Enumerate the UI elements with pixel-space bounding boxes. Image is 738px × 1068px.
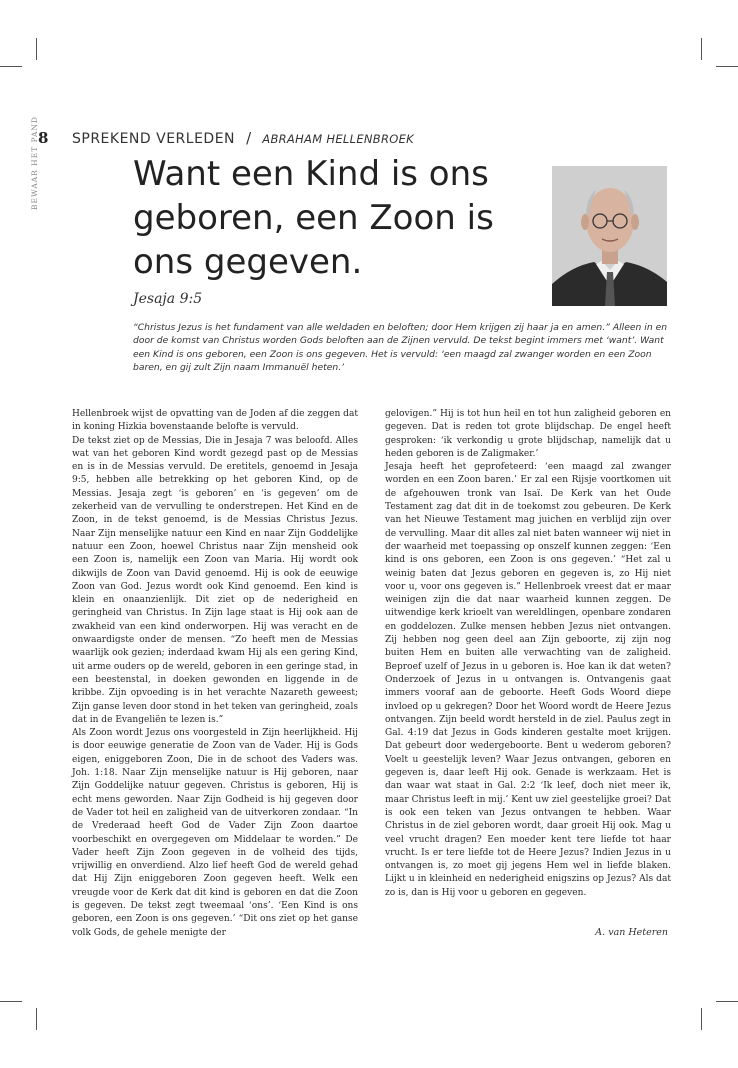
scripture-reference: Jesaja 9:5 <box>133 291 203 307</box>
crop-mark <box>0 66 22 67</box>
crop-mark <box>701 1008 702 1030</box>
page-number: 8 <box>38 129 49 147</box>
portrait-illustration <box>552 166 667 306</box>
paragraph: Hellenbroek wijst de opvatting van de Joden af die zeggen dat in koning Hizkia bovenstaande belofte is vervuld. <box>72 409 358 433</box>
section-header <box>72 128 414 147</box>
article-column-left <box>72 408 358 940</box>
crop-mark <box>36 38 37 60</box>
crop-mark <box>36 1008 37 1030</box>
crop-mark <box>701 38 702 60</box>
header-separator: / <box>246 129 252 147</box>
side-label: BEWAAR HET PAND <box>30 116 39 210</box>
signature: A. van Heteren <box>595 927 668 938</box>
paragraph: De tekst ziet op de Messias, Die in Jesaja 7 was beloofd. Alles wat van het geboren Kind wordt gezegd past op de Messias en is in de Messias vervuld. De eretitels, genoemd in Jesaja 9:5, hebben alle betrekking op het geboren Kind, op de Messias. Jesaja zegt ‘is geboren’ en ‘is gegeven’ om de zekerheid van de vervulling te onderstrepen. Het Kind en de Zoon, in de tekst genoemd, is de Messias Christus Jezus. Naar Zijn menselijke natuur een Kind en naar Zijn Goddelijke natuur een Zoon, hoewel Christus naar Zijn mensheid ook een Zoon is, namelijk een Zoon van Maria. Hij wordt ook dikwijls de Zoon van David genoemd. Hij is ook de eeuwige Zoon van God. Jezus wordt ook Kind genoemd. Een kind is klein en onaanzienlijk. Dit ziet op de nederigheid en geringheid van Christus. In Zijn lage staat is Hij ook aan de zwakheid van een kind onderworpen. Hij was veracht en de onwaardigste onder de mensen. “Zo heeft men de Messias waarlijk ook gezien; inderdaad kwam Hij als een gering Kind, uit arme ouders op de wereld, geboren in een geringe stad, in een beestenstal, in doeken gewonden en liggende in de kribbe. Zijn opvoeding is in het verachte Nazareth geweest; Zijn ganse leven door stond in het teken van geringheid, zoals dat in de Evangeliën te lezen is.” <box>72 435 358 725</box>
intro-paragraph: “Christus Jezus is het fundament van alle weldaden en beloften; door Hem krijgen zij haar ja en amen.” Alleen in en door de komst van Christus worden Gods beloften aan de Zijnen vervuld. De tekst begint immers met ‘want’. Want een Kind is ons geboren, een Zoon is ons gegeven. Het is vervuld: ‘een maagd zal zwanger worden en een Zoon baren, en gij zult Zijn naam Immanuël heten.’ <box>133 322 668 373</box>
article-title <box>133 152 533 284</box>
paragraph: Als Zoon wordt Jezus ons voorgesteld in Zijn heerlijkheid. Hij is door eeuwige generatie de Zoon van de Vader. Hij is Gods eigen, eniggeboren Zoon, Die in de schoot des Vaders was. Joh. 1:18. Naar Zijn menselijke natuur is Hij geboren, naar Zijn Goddelijke natuur gegeven. Christus is geboren, Hij is echt mens geworden. Naar Zijn Godheid is hij gegeven door de Vader tot heil en zaligheid van de uitverkoren zondaar. “In de Vrederaad heeft God de Vader Zijn Zoon daartoe voorbeschikt en overgegeven om Middelaar te worden.” De Vader heeft Zijn Zoon gegeven in de volheid des tijds, vrijwillig en onverdiend. Alzo lief heeft God de wereld gehad dat Hij Zijn eniggeboren Zoon gegeven heeft. Welk een vreugde voor de Kerk dat dit kind is geboren en dat die Zoon is gegeven. De tekst zegt tweemaal ‘ons’. ‘Een Kind is ons geboren, een Zoon is ons gegeven.’ “Dit ons ziet op het ganse volk Gods, de gehele menigte der <box>72 728 358 938</box>
paragraph: Jesaja heeft het geprofeteerd: ‘een maagd zal zwanger worden en een Zoon baren.’ Er zal een Rijsje voortkomen uit de afgehouwen tronk van Isaï. De Kerk van het Oude Testament zag dat dit in de toekomst zou gebeuren. De Kerk van het Nieuwe Testament mag juichen en verblijd zijn over de vervulling. Maar dit alles zal niet baten wanneer wij niet in der waarheid met toepassing op onszelf kunnen zeggen: ‘Een kind is ons geboren, een Zoon is ons gegeven.’ “Het zal u weinig baten dat Jezus geboren en gegeven is, zo Hij niet voor u, voor ons gegeven is.” Hellenbroek vreest dat er maar weinigen zijn die dat naar waarheid kunnen zeggen. De uitwendige kerk krioelt van wereldlingen, openbare zondaren en goddelozen. Zulke mensen hebben Jezus niet ontvangen. Zij hebben nog geen deel aan Zijn geboorte, zij zijn nog buiten Hem en buiten alle verwachting van de zaligheid. Beproef uzelf of Jezus in u geboren is. Hoe kan ik dat weten? Onderzoek of Jezus in u ontvangen is. Ontvangenis gaat immers vooraf aan de geboorte. Heeft Gods Woord diepe invloed op u gekregen? Door het Woord wordt de Heere Jezus ontvangen. Zijn beeld wordt hersteld in de ziel. Paulus zegt in Gal. 4:19 dat Jezus in Gods kinderen gestalte moet krijgen. Dat gebeurt door wedergeboorte. Bent u wederom geboren? Voelt u geestelijk leven? Waar Jezus ontvangen, geboren en gegeven is, daar leeft Hij ook. Genade is werkzaam. Het is dan waar wat staat in Gal. 2:2 ‘Ik leef, doch niet meer ik, maar Christus leeft in mij.’ Kent uw ziel geestelijke groei? Dat is ook een teken van Jezus ontvangen te hebben. Waar Christus in de ziel geboren wordt, daar groeit Hij ook. Mag u veel vrucht dragen? Een moeder kent tere liefde tot haar vrucht. Is er tere liefde tot de Heere Jezus? Indien Jezus in u ontvangen is, zo moet gij jegens Hem wel in liefde blaken. Lijkt u in kleinheid en nederigheid enigszins op Jezus? Als dat zo is, dan is Hij voor u geboren en gegeven. <box>385 462 672 898</box>
section-author: ABRAHAM HELLENBROEK <box>262 132 415 146</box>
article-column-right <box>385 408 671 900</box>
author-photo <box>552 166 667 306</box>
title-line: geboren, een Zoon is <box>133 198 494 238</box>
title-line: ons gegeven. <box>133 242 363 282</box>
crop-mark <box>716 1001 738 1002</box>
crop-mark <box>0 1001 22 1002</box>
paragraph: gelovigen.” Hij is tot hun heil en tot hun zaligheid geboren en gegeven. Dat is reden tot grote blijdschap. De engel heeft gesproken: ‘ik verkondig u grote blijdschap, namelijk dat u heden geboren is de Zaligmaker.’ <box>385 409 671 459</box>
title-line: Want een Kind is ons <box>133 154 489 194</box>
section-title: SPREKEND VERLEDEN <box>72 131 236 147</box>
crop-mark <box>716 66 738 67</box>
